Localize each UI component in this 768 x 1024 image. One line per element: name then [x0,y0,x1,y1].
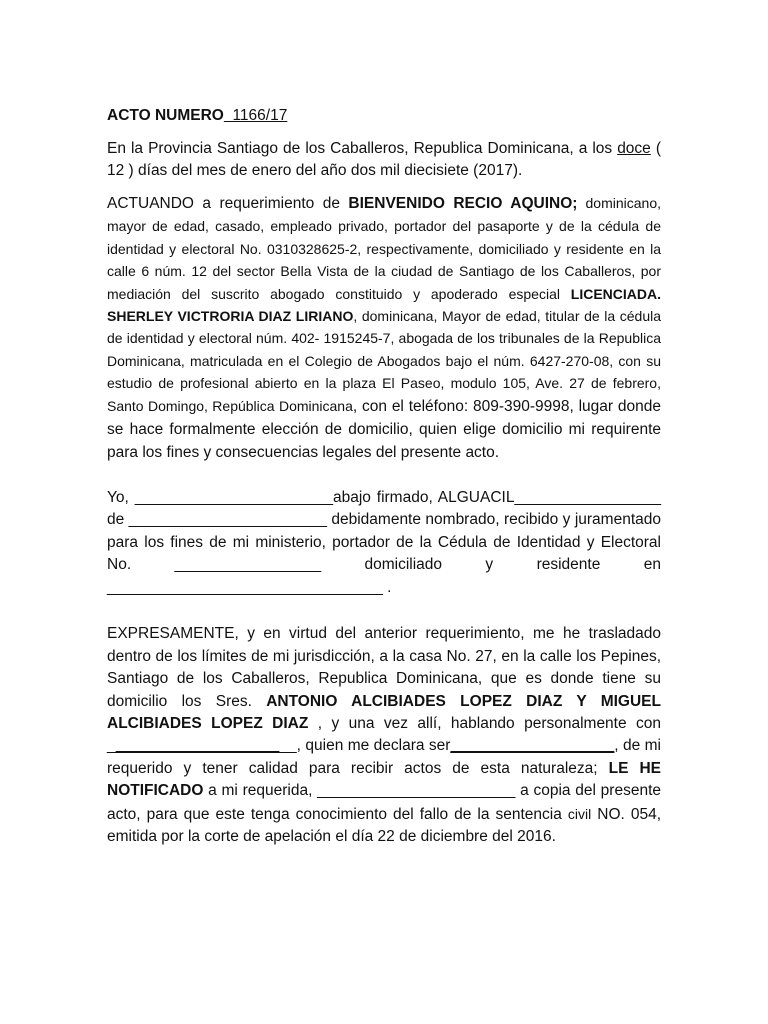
act-number-heading [107,104,661,128]
notification-text-b: , y una vez allí, hablando personalmente con _ [107,715,661,755]
recipients-names: ANTONIO ALCIBIADES LOPEZ DIAZ Y MIGUEL ALCIBIADES LOPEZ DIAZ [107,692,661,732]
notification-paragraph [107,623,661,848]
spoke-with-blank: ___________________ [115,737,280,755]
date-text-a: En la Provincia Santiago de los Caballeros, Republica Dominicana, a los [107,140,618,157]
civil-word: civil [567,805,592,822]
notification-text-c: __, quien me declara ser [279,737,451,755]
document-body [107,104,661,848]
requester-intro: ACTUANDO a requerimiento de [107,195,349,212]
requester-name: BIENVENIDO RECIO AQUINO; [348,195,578,212]
notification-text-e: a mi requerida, _______________________ a copia del presente acto, para que este tenga conocimiento del fallo de la sentencia [107,782,661,823]
declared-as-blank: ___________________ [450,737,615,755]
requester-paragraph [107,192,661,465]
act-number-value [224,107,288,124]
domicile-details: , con el teléfono: 809-390-9998, lugar donde se hace formalmente elección de domicilio, quien elige domicilio mi requirente para los fines y consecuencias legales del presente acto. [107,397,661,462]
lawyer-details: , dominicana, Mayor de edad, titular de la cédula de identidad y electoral núm. 402- 1915245-7, abogada de los tribunales de la Republica Dominicana, matriculada en el Colegio de Abogados bajo el núm. 6427-270-08, con su estudio de profesional abierto en la plaza El Paseo, modulo 105, Ave. 27 de febrero, Santo Domingo, República Dominicana [107,308,662,414]
lawyer-name: LICENCIADA. SHERLEY VICTRORIA DIAZ LIRIANO [107,285,661,325]
bailiff-text: Yo, _______________________abajo firmado, ALGUACIL_________________ de _______________________ debidamente nombrado, recibido y juramentado para los fines de mi ministerio, portador de la Cédula de Identidad y Electoral No. _________________ domiciliado y residente en ________________________________ . [107,488,661,596]
requester-details: dominicano, mayor de edad, casado, empleado privado, portador del pasaporte y de la cédula de identidad y electoral No. 0310328625-2, respectivamente, domiciliado y residente en la calle 6 núm. 12 del sector Bella Vista de la ciudad de Santiago de los Caballeros, por mediación del suscrito abogado constituido y apoderado especial [107,195,661,302]
date-paragraph [107,138,661,182]
notified-label: LE HE NOTIFICADO [107,759,661,800]
notification-text-d: , de mi requerido y tener calidad para recibir actos de esta naturaleza; [107,737,661,777]
notification-text-a: EXPRESAMENTE, y en virtud del anterior requerimiento, me he trasladado dentro de los límites de mi jurisdicción, a la casa No. 27, en la calle los Pepines, Santiago de los Caballeros, Republica Dominicana, que es donde tiene su domicilio los Sres. [107,625,661,710]
day-word: doce [617,140,651,157]
notification-text-f: NO. 054, emitida por la corte de apelación el día 22 de diciembre del 2016. [107,805,661,846]
act-number-label: ACTO NUMERO [107,107,224,124]
act-number: 1166/17 [232,107,288,124]
date-text-b: ( 12 ) días del mes de enero del año dos mil diecisiete (2017). [107,140,661,179]
bailiff-paragraph [107,487,661,600]
